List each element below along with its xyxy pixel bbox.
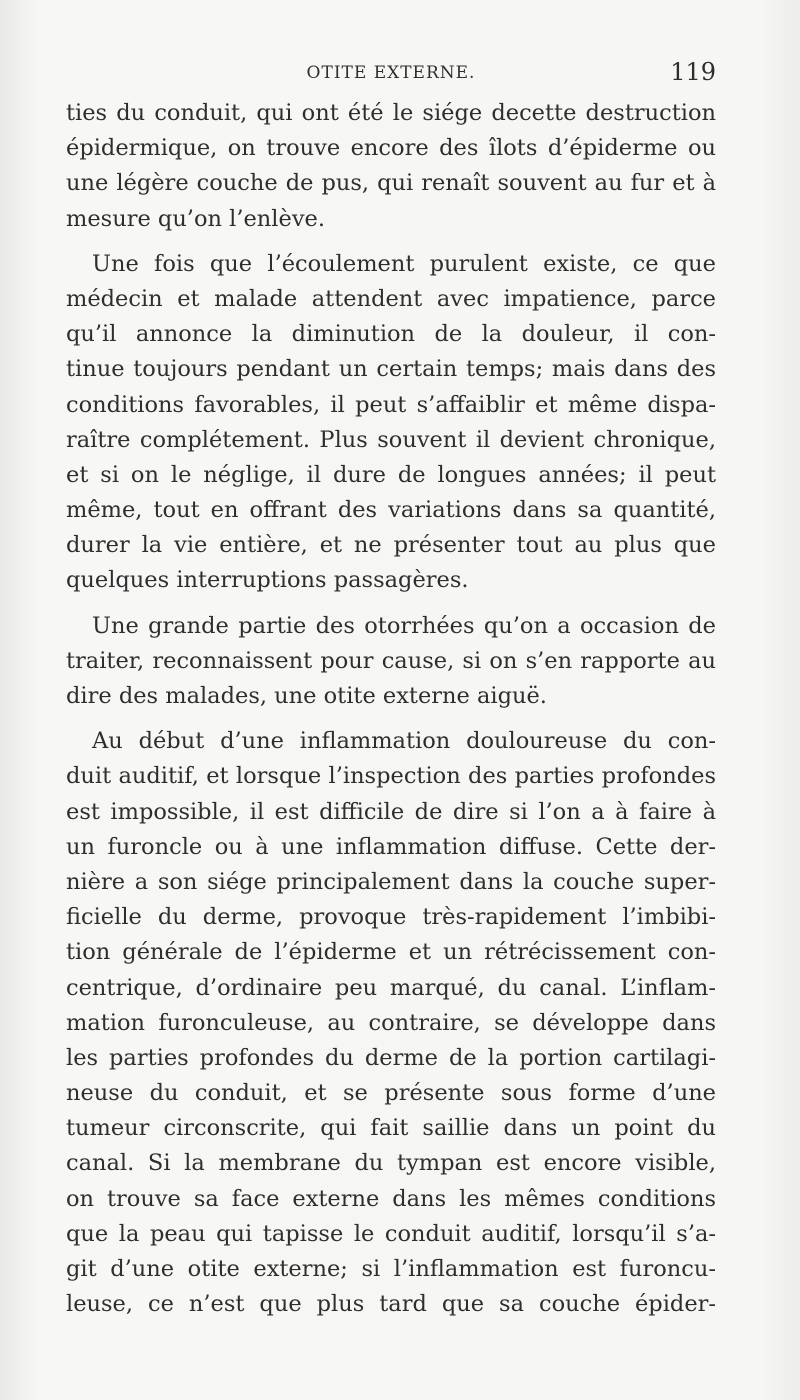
text-line: durer la vie entière, et ne présenter tout au plus que [66, 532, 716, 559]
text-line: ties du conduit, qui ont été le siége decette destruction [66, 100, 716, 126]
text-line: mesure qu’on l’enlève. [66, 205, 325, 232]
text-line: les parties profondes du derme de la portion cartilagi- [66, 1044, 716, 1071]
running-title: OTITE EXTERNE. [306, 63, 476, 83]
text-line: nière a son siége principalement dans la couche super- [66, 868, 716, 895]
text-line: une légère couche de pus, qui renaît souvent au fur et à [66, 170, 716, 197]
text-line: on trouve sa face externe dans les mêmes conditions [66, 1185, 716, 1212]
text-line: Une fois que l’écoulement purulent existe, ce que [92, 250, 716, 277]
text-line: ficielle du derme, provoque très-rapidement l’imbibi- [66, 904, 716, 931]
text-line: tion générale de l’épiderme et un rétrécissement con- [66, 939, 716, 966]
body-text [66, 96, 716, 1332]
text-line: épidermique, on trouve encore des îlots d’épiderme ou [66, 135, 716, 162]
text-line: tinue toujours pendant un certain temps; mais dans des [66, 356, 716, 383]
paragraph [66, 96, 716, 237]
text-line: tumeur circonscrite, qui fait saillie dans un point du [66, 1115, 716, 1142]
text-line: médecin et malade attendent avec impatience, parce [66, 285, 716, 312]
text-line: que la peau qui tapisse le conduit auditif, lorsqu’il s’a- [66, 1220, 716, 1247]
text-line: conditions favorables, il peut s’affaiblir et même dispa- [66, 391, 716, 418]
text-line: même, tout en offrant des variations dans sa quantité, [66, 497, 716, 524]
text-line: duit auditif, et lorsque l’inspection des parties profondes [66, 763, 716, 790]
text-line: leuse, ce n’est que plus tard que sa couche épider- [66, 1291, 716, 1318]
text-line: mation furonculeuse, au contraire, se développe dans [66, 1009, 716, 1036]
text-line: qu’il annonce la diminution de la douleur, il con- [66, 321, 716, 348]
text-line: neuse du conduit, et se présente sous forme d’une [66, 1080, 716, 1107]
text-line: Une grande partie des otorrhées qu’on a occasion de [92, 612, 716, 639]
text-line: un furoncle ou à une inflammation diffuse. Cette der- [66, 833, 716, 860]
paragraph [66, 247, 716, 599]
text-line: Au début d’une inflammation douloureuse du con- [92, 728, 716, 755]
text-line: centrique, d’ordinaire peu marqué, du canal. L’inflam- [66, 974, 716, 1001]
paragraph [66, 609, 716, 715]
text-line: et si on le néglige, il dure de longues années; il peut [66, 461, 716, 488]
text-line: git d’une otite externe; si l’inflammation est furoncu- [66, 1256, 716, 1282]
paragraph [66, 724, 716, 1322]
text-line: raître complétement. Plus souvent il devient chronique, [66, 426, 716, 453]
text-line: traiter, reconnaissent pour cause, si on s’en rapporte au [66, 647, 716, 674]
text-line: est impossible, il est difficile de dire si l’on a à faire à [66, 798, 716, 825]
text-line: quelques interruptions passagères. [66, 567, 469, 594]
text-line: canal. Si la membrane du tympan est encore visible, [66, 1150, 716, 1177]
text-line: dire des malades, une otite externe aiguë. [66, 683, 547, 709]
page-number: 119 [670, 58, 716, 86]
page-header [66, 58, 716, 88]
